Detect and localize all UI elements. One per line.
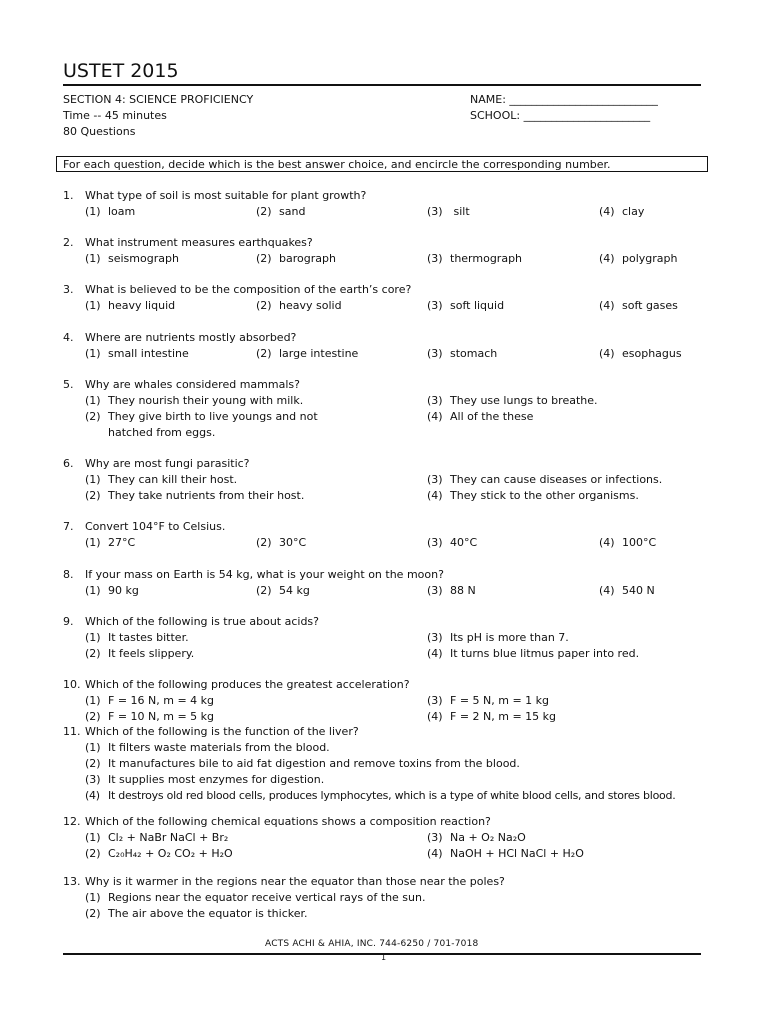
answer-option[interactable]: (2) heavy solid bbox=[256, 299, 342, 312]
question-1 bbox=[63, 188, 713, 220]
question-3 bbox=[63, 282, 713, 314]
answer-option[interactable]: (3) 88 N bbox=[427, 584, 476, 597]
time-label: Time -- 45 minutes bbox=[63, 109, 167, 122]
answer-option[interactable]: (1) 90 kg bbox=[85, 584, 139, 597]
question-6 bbox=[63, 456, 713, 504]
answer-option[interactable]: (3) Its pH is more than 7. bbox=[427, 631, 569, 644]
answer-option[interactable]: (2) barograph bbox=[256, 252, 336, 265]
answer-option[interactable]: (4) F = 2 N, m = 15 kg bbox=[427, 710, 557, 723]
answer-option[interactable]: (1) Cl₂ + NaBr NaCl + Br₂ bbox=[85, 831, 229, 844]
answer-option[interactable]: (4) clay bbox=[599, 205, 645, 218]
answer-continuation: hatched from eggs. bbox=[108, 426, 216, 439]
answer-option[interactable]: (1) They nourish their young with milk. bbox=[85, 394, 304, 407]
question-4 bbox=[63, 330, 713, 362]
question-text: Why are most fungi parasitic? bbox=[85, 457, 250, 470]
question-number: 13. bbox=[63, 875, 81, 888]
question-2 bbox=[63, 235, 713, 267]
answer-option[interactable]: (2) The air above the equator is thicker. bbox=[85, 907, 308, 920]
answer-option[interactable]: (1) They can kill their host. bbox=[85, 473, 238, 486]
answer-option[interactable]: (3) silt bbox=[427, 205, 470, 218]
question-text: What instrument measures earthquakes? bbox=[85, 236, 313, 249]
question-number: 8. bbox=[63, 568, 74, 581]
answer-option[interactable]: (2) F = 10 N, m = 5 kg bbox=[85, 710, 215, 723]
question-text: Where are nutrients mostly absorbed? bbox=[85, 331, 297, 344]
instruction-box: For each question, decide which is the best answer choice, and encircle the corresponding number. bbox=[56, 156, 708, 172]
answer-option[interactable]: (2) large intestine bbox=[256, 347, 359, 360]
answer-option[interactable]: (2) 30°C bbox=[256, 536, 307, 549]
answer-option[interactable]: (4) They stick to the other organisms. bbox=[427, 489, 639, 502]
answer-option[interactable]: (4) It destroys old red blood cells, produces lymphocytes, which is a type of white blood cells, and stores blood. bbox=[85, 789, 676, 802]
answer-option[interactable]: (4) NaOH + HCl NaCl + H₂O bbox=[427, 847, 584, 860]
question-count: 80 Questions bbox=[63, 125, 136, 138]
answer-option[interactable]: (2) It feels slippery. bbox=[85, 647, 195, 660]
question-number: 12. bbox=[63, 815, 81, 828]
question-number: 2. bbox=[63, 236, 74, 249]
question-text: Which of the following is the function of the liver? bbox=[85, 725, 359, 738]
question-text: Why is it warmer in the regions near the equator than those near the poles? bbox=[85, 875, 505, 888]
question-number: 9. bbox=[63, 615, 74, 628]
question-8 bbox=[63, 567, 713, 599]
answer-option[interactable]: (2) They take nutrients from their host. bbox=[85, 489, 305, 502]
question-11 bbox=[63, 724, 713, 804]
answer-option[interactable]: (3) They can cause diseases or infections. bbox=[427, 473, 663, 486]
question-text: Convert 104°F to Celsius. bbox=[85, 520, 226, 533]
answer-option[interactable]: (3) soft liquid bbox=[427, 299, 505, 312]
answer-option[interactable]: (1) It filters waste materials from the blood. bbox=[85, 741, 330, 754]
answer-option[interactable]: (1) seismograph bbox=[85, 252, 179, 265]
answer-option[interactable]: (3) 40°C bbox=[427, 536, 478, 549]
answer-option[interactable]: (3) stomach bbox=[427, 347, 498, 360]
question-13 bbox=[63, 874, 713, 922]
question-10 bbox=[63, 677, 713, 725]
question-text: What type of soil is most suitable for plant growth? bbox=[85, 189, 367, 202]
answer-option[interactable]: (3) F = 5 N, m = 1 kg bbox=[427, 694, 550, 707]
question-text: What is believed to be the composition of the earth’s core? bbox=[85, 283, 412, 296]
question-number: 7. bbox=[63, 520, 74, 533]
question-number: 10. bbox=[63, 678, 81, 691]
answer-option[interactable]: (1) F = 16 N, m = 4 kg bbox=[85, 694, 215, 707]
question-text: Which of the following is true about acids? bbox=[85, 615, 320, 628]
answer-option[interactable]: (4) It turns blue litmus paper into red. bbox=[427, 647, 640, 660]
footer-contact: ACTS ACHI & AHIA, INC. 744-6250 / 701-7018 bbox=[265, 939, 479, 949]
question-number: 1. bbox=[63, 189, 74, 202]
question-9 bbox=[63, 614, 713, 662]
question-text: If your mass on Earth is 54 kg, what is your weight on the moon? bbox=[85, 568, 444, 581]
answer-option[interactable]: (2) 54 kg bbox=[256, 584, 310, 597]
answer-option[interactable]: (3) They use lungs to breathe. bbox=[427, 394, 598, 407]
question-number: 6. bbox=[63, 457, 74, 470]
answer-option[interactable]: (3) thermograph bbox=[427, 252, 523, 265]
question-text: Which of the following chemical equations shows a composition reaction? bbox=[85, 815, 491, 828]
answer-option[interactable]: (4) esophagus bbox=[599, 347, 682, 360]
answer-option[interactable]: (2) It manufactures bile to aid fat digestion and remove toxins from the blood. bbox=[85, 757, 520, 770]
question-7 bbox=[63, 519, 713, 551]
question-number: 5. bbox=[63, 378, 74, 391]
answer-option[interactable]: (1) Regions near the equator receive vertical rays of the sun. bbox=[85, 891, 426, 904]
answer-option[interactable]: (4) 100°C bbox=[599, 536, 657, 549]
answer-option[interactable]: (4) polygraph bbox=[599, 252, 678, 265]
header-rule bbox=[63, 84, 701, 86]
school-field[interactable]: SCHOOL: _______________________ bbox=[470, 109, 651, 122]
name-field[interactable]: NAME: ___________________________ bbox=[470, 93, 658, 106]
answer-option[interactable]: (3) It supplies most enzymes for digestion. bbox=[85, 773, 325, 786]
answer-option[interactable]: (2) C₂₀H₄₂ + O₂ CO₂ + H₂O bbox=[85, 847, 233, 860]
exam-title: USTET 2015 bbox=[63, 60, 179, 82]
answer-option[interactable]: (4) 540 N bbox=[599, 584, 655, 597]
question-number: 3. bbox=[63, 283, 74, 296]
question-12 bbox=[63, 814, 713, 862]
question-text: Which of the following produces the greatest acceleration? bbox=[85, 678, 410, 691]
question-text: Why are whales considered mammals? bbox=[85, 378, 300, 391]
question-5 bbox=[63, 377, 713, 441]
answer-option[interactable]: (1) small intestine bbox=[85, 347, 189, 360]
question-number: 4. bbox=[63, 331, 74, 344]
answer-option[interactable]: (3) Na + O₂ Na₂O bbox=[427, 831, 526, 844]
answer-option[interactable]: (2) sand bbox=[256, 205, 306, 218]
page-number: 1 bbox=[381, 953, 387, 962]
answer-option[interactable]: (4) soft gases bbox=[599, 299, 678, 312]
answer-option[interactable]: (1) 27°C bbox=[85, 536, 136, 549]
answer-option[interactable]: (4) All of the these bbox=[427, 410, 534, 423]
question-number: 11. bbox=[63, 725, 81, 738]
answer-option[interactable]: (2) They give birth to live youngs and not bbox=[85, 410, 318, 423]
answer-option[interactable]: (1) It tastes bitter. bbox=[85, 631, 189, 644]
answer-option[interactable]: (1) loam bbox=[85, 205, 136, 218]
section-label: SECTION 4: SCIENCE PROFICIENCY bbox=[63, 93, 254, 106]
answer-option[interactable]: (1) heavy liquid bbox=[85, 299, 176, 312]
